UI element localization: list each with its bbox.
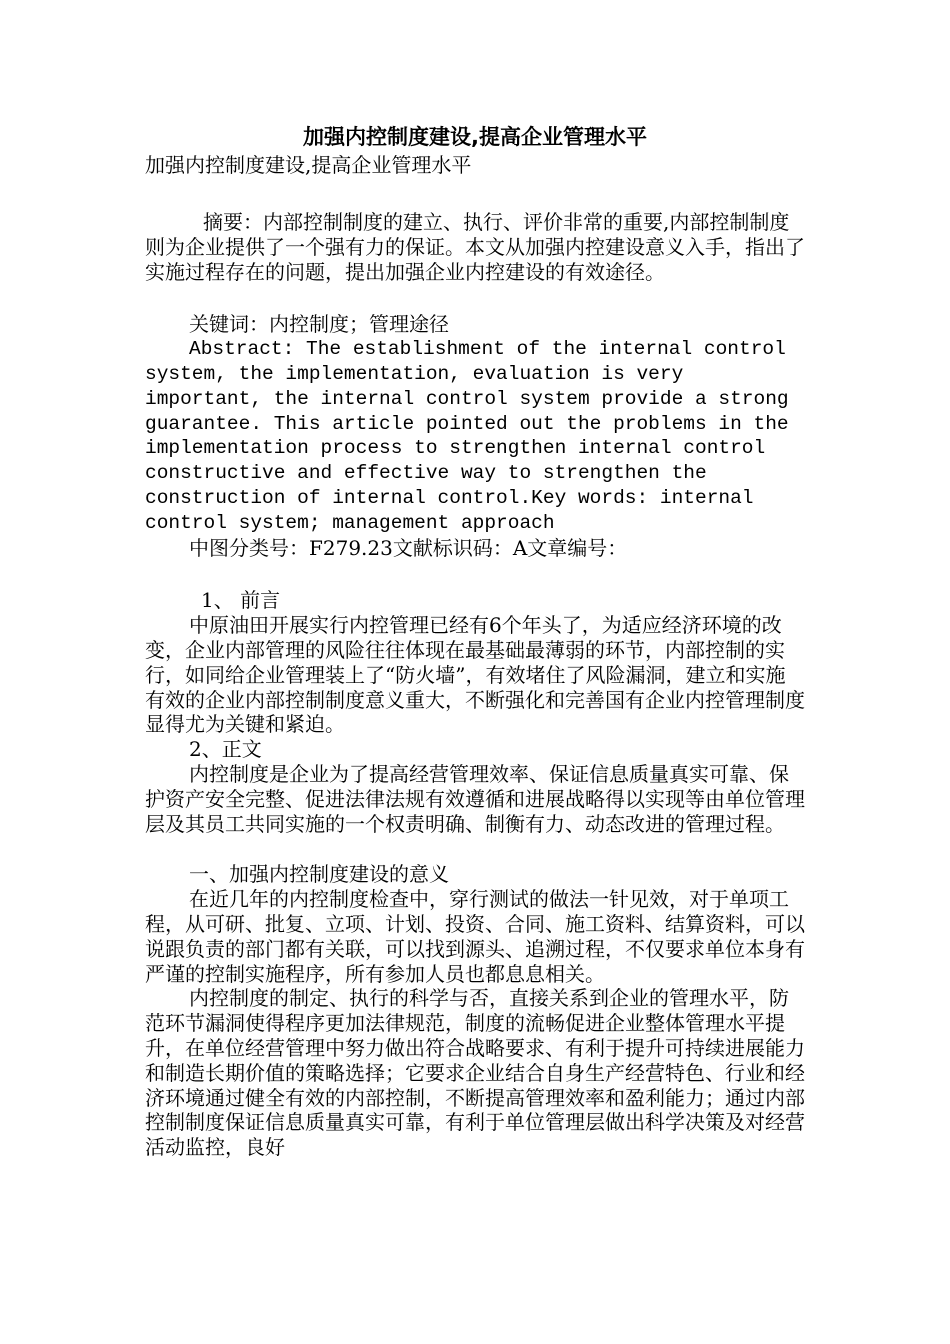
abstract-cn: 摘要：内部控制制度的建立、执行、评价非常的重要,内部控制制度则为企业提供了一个强有力的保证。本文从加强内控建设意义入手，指出了实施过程存在的问题，提出加强企业内控建设的有效途径。 [145, 210, 805, 284]
document-page [145, 122, 805, 1160]
part-heading-significance: 一、加强内控制度建设的意义 [189, 862, 449, 887]
section-heading-preface: 1、 前言 [201, 588, 281, 613]
document-title: 加强内控制度建设,提高企业管理水平 [303, 125, 647, 149]
classification-line: 中图分类号：F279.23文献标识码：A文章编号： [189, 535, 628, 560]
paragraph-significance-2: 内控制度的制定、执行的科学与否，直接关系到企业的管理水平，防范环节漏洞使得程序更加法律规范，制度的流畅促进企业整体管理水平提升，在单位经营管理中努力做出符合战略要求、有利于提升可持续进展能力和制造长期价值的策略选择；它要求企业结合自身生产经营特色、行业和经济环境通过健全有效的内部控制，不断提高管理效率和盈利能力；通过内部控制制度保证信息质量真实可靠，有利于单位管理层做出科学决策及对经营活动监控，良好 [145, 986, 805, 1160]
keywords-cn: 关键词：内控制度；管理途径 [189, 312, 449, 337]
document-subtitle: 加强内控制度建设,提高企业管理水平 [145, 153, 472, 177]
section-heading-body: 2、正文 [189, 737, 262, 762]
abstract-en: Abstract: The establishment of the internal control system, the implementation, evaluation is very important, the internal control system provide a strong guarantee. This article pointed out the problems in the implementation process to strengthen internal control constructive and effective way to strengthen the construction of internal control.Key words: internal control system; management approach [145, 338, 789, 534]
section-text-body: 内控制度是企业为了提高经营管理效率、保证信息质量真实可靠、保护资产安全完整、促进法律法规有效遵循和进展战略得以实现等由单位管理层及其员工共同实施的一个权责明确、制衡有力、动态改进的管理过程。 [145, 761, 805, 836]
paragraph-significance-1: 在近几年的内控制度检查中，穿行测试的做法一针见效，对于单项工程，从可研、批复、立项、计划、投资、合同、施工资料、结算资料，可以说跟负责的部门都有关联，可以找到源头、追溯过程，不仅要求单位本身有严谨的控制实施程序，所有参加人员也都息息相关。 [145, 887, 805, 986]
section-text-preface: 中原油田开展实行内控管理已经有6个年头了，为适应经济环境的改变，企业内部管理的风险往往体现在最基础最薄弱的环节，内部控制的实行，如同给企业管理装上了“防火墙”，有效堵住了风险漏洞，建立和实施有效的企业内部控制制度意义重大，不断强化和完善国有企业内控管理制度显得尤为关键和紧迫。 [145, 613, 805, 737]
